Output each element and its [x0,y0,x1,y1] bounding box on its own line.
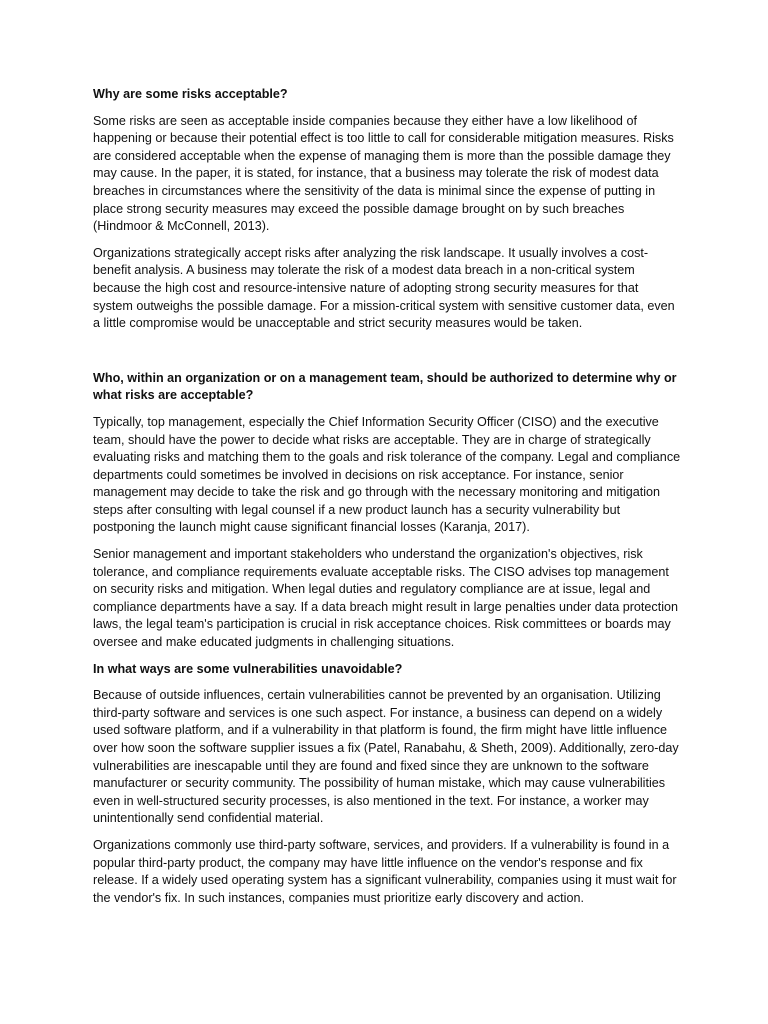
section-unavoidable-vulnerabilities [93,661,681,908]
section-risks-acceptable [93,86,681,333]
paragraph: Some risks are seen as acceptable inside companies because they either have a low likelihood of happening or because their potential effect is too little to call for considerable mitigation measures. Risks are considered acceptable when the expense of managing them is more than the possible damage they may cause. In the paper, it is stated, for instance, that a business may tolerate the risk of modest data breaches in circumstances where the sensitivity of the data is minimal since the expense of putting in place strong security measures may exceed the possible damage brought on by such breaches (Hindmoor & McConnell, 2013). [93,113,674,234]
section-heading: Why are some risks acceptable? [93,87,288,101]
section-spacer [93,342,681,370]
section-who-authorizes [93,370,681,652]
paragraph: Because of outside influences, certain vulnerabilities cannot be prevented by an organisation. Utilizing third-party software and services is one such aspect. For instance, a business can depend on a widely used software platform, and if a vulnerability in that platform is found, the firm might have little influence over how soon the software supplier issues a fix (Patel, Ranabahu, & Sheth, 2009). Additionally, zero-day vulnerabilities are inescapable until they are found and fixed since they are unknown to the software manufacturer or security community. The possibility of human mistake, which may cause vulnerabilities even in well-structured security processes, is also mentioned in the text. For instance, a worker may unintentionally send confidential material. [93,688,679,826]
section-heading: Who, within an organization or on a management team, should be authorized to determine why or what risks are acceptable? [93,370,677,403]
paragraph: Organizations strategically accept risks after analyzing the risk landscape. It usually involves a cost-benefit analysis. A business may tolerate the risk of a modest data breach in a non-critical system because the high cost and resource-intensive nature of adopting strong security measures for that system outweighs the possible damage. For a mission-critical system with sensitive customer data, even a little compromise would be unacceptable and strict security measures would be taken. [93,245,675,331]
paragraph: Senior management and important stakeholders who understand the organization's objectives, risk tolerance, and compliance requirements evaluate acceptable risks. The CISO advises top management on security risks and mitigation. When legal duties and regulatory compliance are at issue, legal and compliance departments have a say. If a data breach might result in large penalties under data protection laws, the legal team's participation is crucial in risk acceptance choices. Risk committees or boards may oversee and make educated judgments in challenging situations. [93,547,679,650]
paragraph: Typically, top management, especially the Chief Information Security Officer (CISO) and the executive team, should have the power to decide what risks are acceptable. They are in charge of strategically evaluating risks and matching them to the goals and risk tolerance of the company. Legal and compliance departments could sometimes be involved in decisions on risk acceptance. For instance, senior management may decide to take the risk and go through with the necessary monitoring and mitigation steps after consulting with legal counsel if a new product launch has a security vulnerability but postponing the launch might cause significant financial losses (Karanja, 2017). [93,414,681,535]
paragraph: Organizations commonly use third-party software, services, and providers. If a vulnerability is found in a popular third-party product, the company may have little influence on the vendor's response and fix release. If a widely used operating system has a significant vulnerability, companies using it must wait for the vendor's fix. In such instances, companies must prioritize early discovery and action. [93,837,677,905]
section-heading: In what ways are some vulnerabilities unavoidable? [93,661,403,676]
document-page [93,86,681,916]
